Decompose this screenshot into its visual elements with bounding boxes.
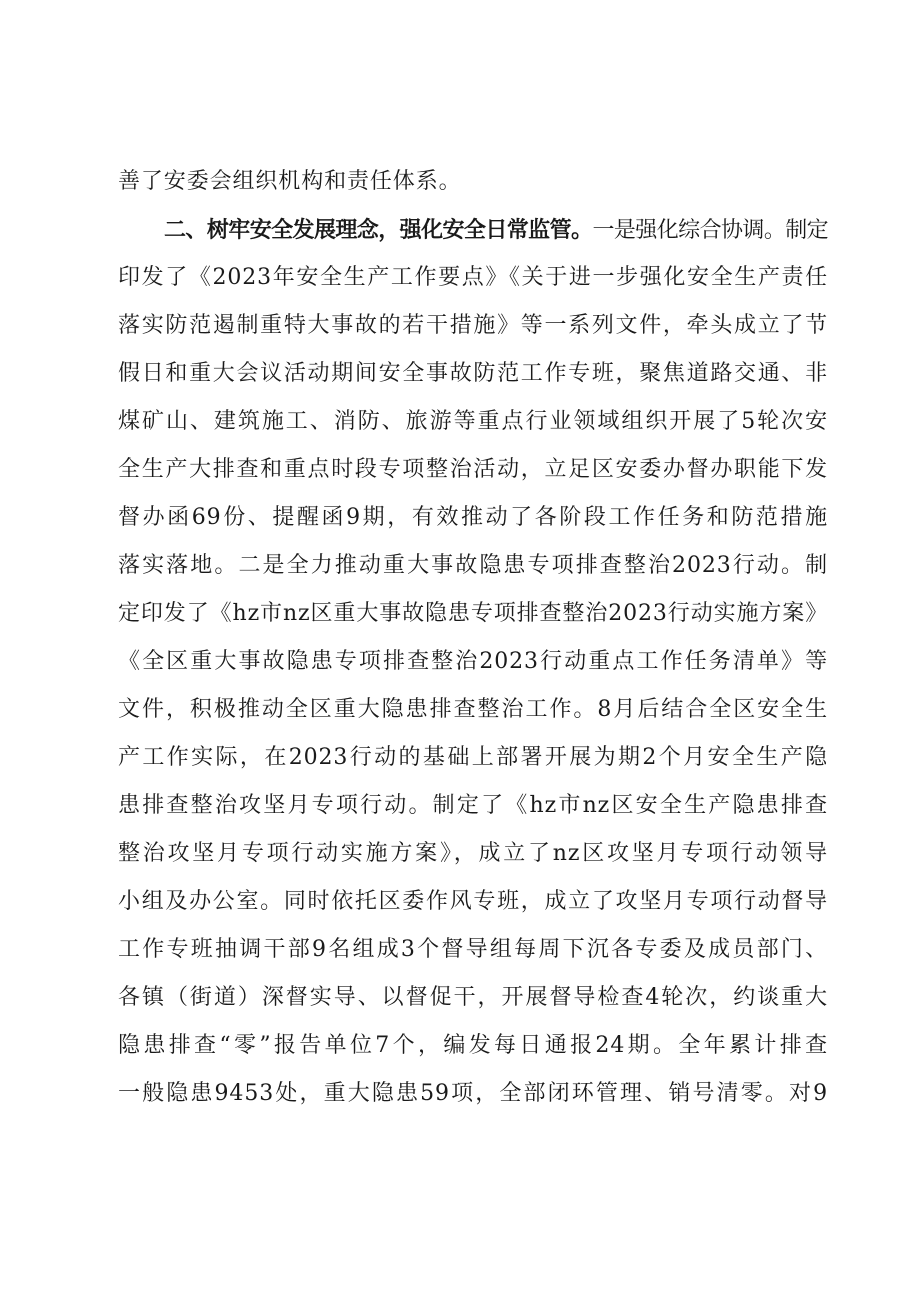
text-line: 小组及办公室。同时依托区委作风专班，成立了攻坚月专项行动督导 (118, 889, 828, 914)
text-line: 《全区重大事故隐患专项排查整治2023行动重点工作任务清单》等 (118, 649, 828, 674)
text-line: 工作专班抽调干部9名组成3个督导组每周下沉各专委及成员部门、 (118, 937, 828, 962)
text-line: 各镇（街道）深督实导、以督促干，开展督导检查4轮次，约谈重大 (118, 985, 828, 1010)
text-line: 患排查整治攻坚月专项行动。制定了《hz市nz区安全生产隐患排查 (118, 793, 828, 818)
text-line: 定印发了《hz市nz区重大事故隐患专项排查整治2023行动实施方案》 (118, 601, 829, 626)
text-line: 整治攻坚月专项行动实施方案》，成立了nz区攻坚月专项行动领导 (118, 841, 828, 866)
text-run: 一是强化综合协调。制定 (592, 218, 828, 243)
body-text (118, 158, 828, 1118)
text-line: 一般隐患9453处，重大隐患59项，全部闭环管理、销号清零。对9 (118, 1081, 828, 1106)
text-line: 全生产大排查和重点时段专项整治活动，立足区安委办督办职能下发 (118, 457, 828, 482)
text-line: 隐患排查“零”报告单位7个，编发每日通报24期。全年累计排查 (118, 1033, 828, 1058)
text-line: 善了安委会组织机构和责任体系。 (118, 169, 462, 194)
section-heading: 二、树牢安全发展理念，强化安全日常监管。 (164, 217, 593, 243)
text-line: 煤矿山、建筑施工、消防、旅游等重点行业领域组织开展了5轮次安 (118, 409, 828, 434)
text-line: 督办函69份、提醒函9期，有效推动了各阶段工作任务和防范措施 (118, 505, 828, 530)
text-line: 落实防范遏制重特大事故的若干措施》等一系列文件，牵头成立了节 (118, 313, 828, 338)
text-line: 落实落地。二是全力推动重大事故隐患专项排查整治2023行动。制 (118, 553, 828, 578)
section-heading-line (118, 206, 828, 254)
text-line: 产工作实际，在2023行动的基础上部署开展为期2个月安全生产隐 (118, 745, 828, 770)
text-line: 假日和重大会议活动期间安全事故防范工作专班，聚焦道路交通、非 (118, 361, 828, 386)
text-line: 文件，积极推动全区重大隐患排查整治工作。8月后结合全区安全生 (118, 697, 828, 722)
text-line: 印发了《2023年安全生产工作要点》《关于进一步强化安全生产责任 (118, 265, 828, 290)
